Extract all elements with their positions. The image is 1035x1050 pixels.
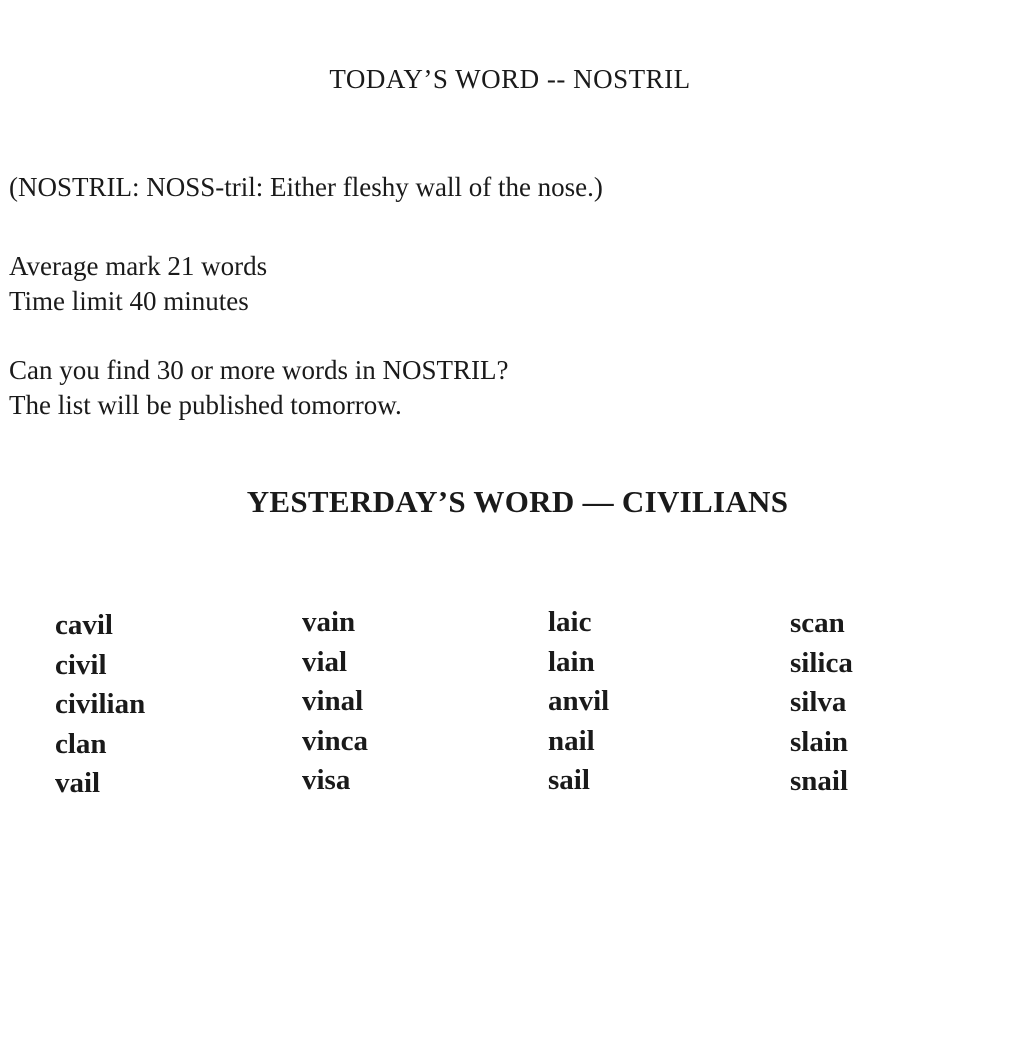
puzzle-stats: [9, 249, 267, 319]
word-item: vinca: [302, 724, 369, 757]
todays-word-title: TODAY’S WORD -- NOSTRIL: [329, 64, 691, 94]
word-list: [0, 602, 1035, 802]
challenge-text: [9, 353, 508, 423]
word-item: snail: [790, 765, 849, 797]
word-column-2: [302, 603, 368, 801]
time-limit: Time limit 40 minutes: [9, 286, 249, 316]
word-item: clan: [55, 727, 107, 760]
word-item: civil: [55, 648, 107, 681]
word-column-1: [55, 606, 145, 804]
word-item: vain: [302, 606, 356, 638]
word-item: lain: [548, 645, 595, 678]
word-item: laic: [548, 606, 592, 638]
yesterdays-word-title: YESTERDAY’S WORD — CIVILIANS: [246, 484, 789, 519]
word-item: visa: [302, 764, 351, 796]
word-item: anvil: [548, 685, 610, 717]
average-mark: Average mark 21 words: [9, 251, 268, 281]
word-item: cavil: [55, 609, 113, 641]
word-item: vail: [55, 767, 101, 799]
word-column-3: [548, 603, 609, 801]
word-item: nail: [548, 724, 595, 757]
word-item: silica: [790, 646, 853, 679]
word-column-4: [790, 604, 853, 802]
word-item: scan: [790, 607, 845, 639]
word-item: vial: [302, 645, 348, 678]
word-item: slain: [790, 725, 849, 758]
challenge-question: Can you find 30 or more words in NOSTRIL?: [9, 355, 509, 385]
word-item: silva: [790, 686, 847, 718]
word-item: sail: [548, 764, 590, 796]
publish-note: The list will be published tomorrow.: [9, 390, 402, 420]
word-item: civilian: [55, 688, 146, 720]
word-item: vinal: [302, 685, 364, 717]
word-definition: (NOSTRIL: NOSS-tril: Either fleshy wall of the nose.): [9, 172, 603, 202]
